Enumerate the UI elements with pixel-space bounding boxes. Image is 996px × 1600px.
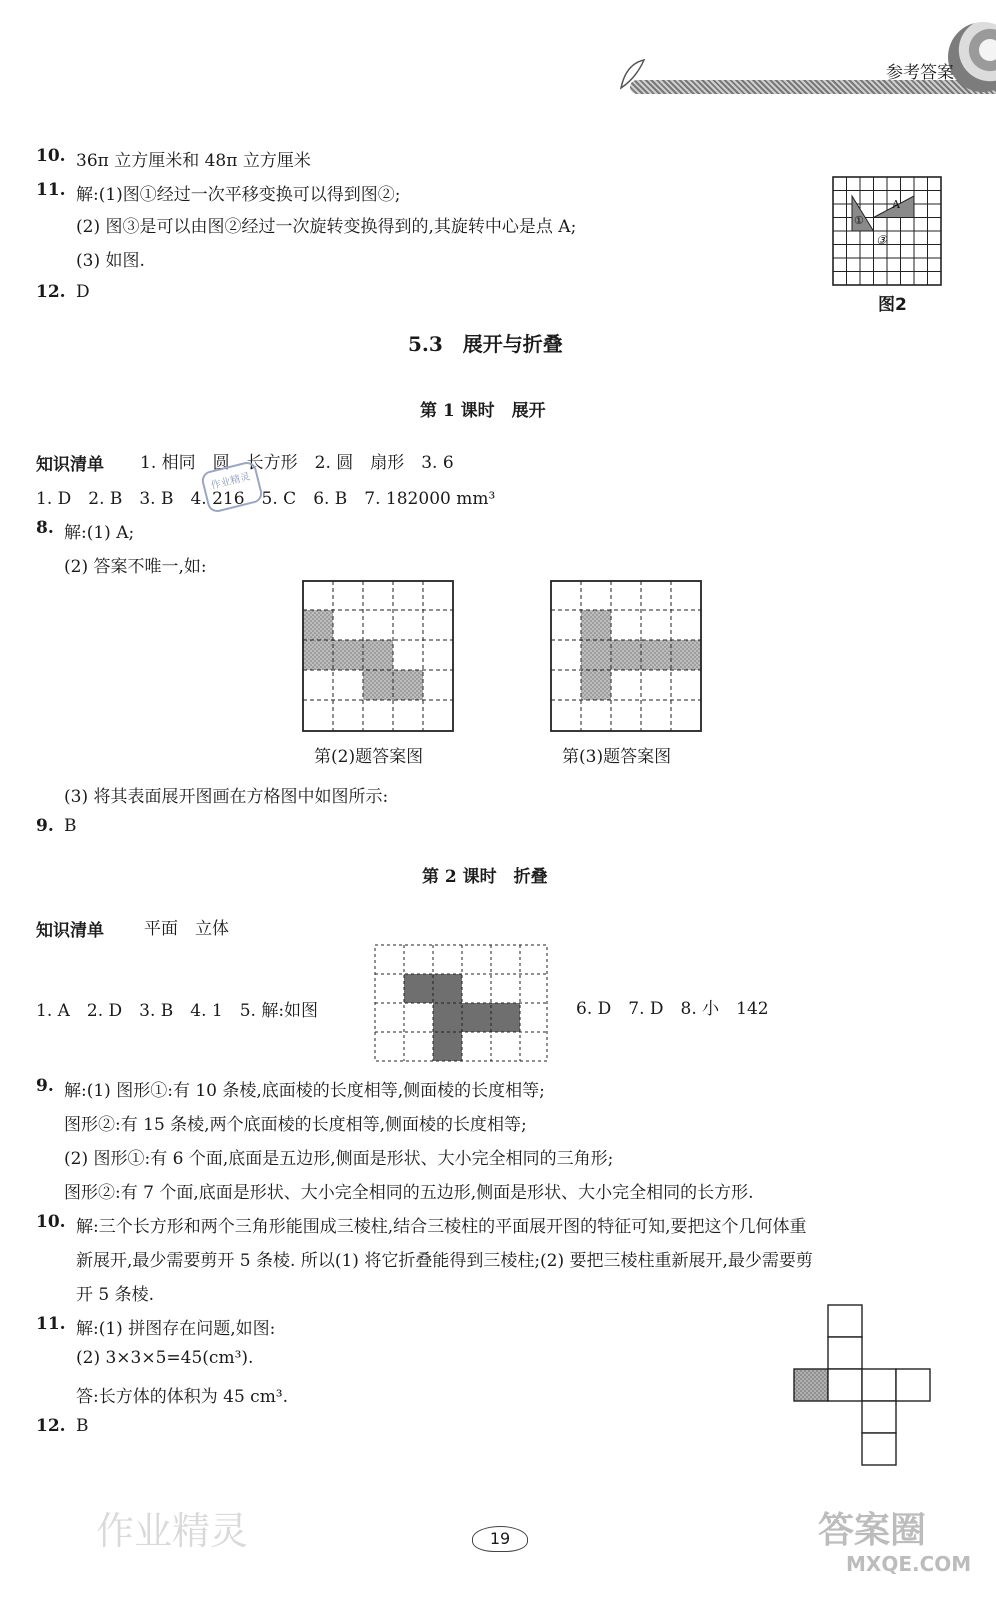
lesson2-title: 第 2 课时 折叠 [422, 867, 548, 887]
lesson1-q8-number: 8. [36, 518, 54, 538]
lesson2-q10-line2: 新展开,最少需要剪开 5 条棱. 所以(1) 将它折叠能得到三棱柱;(2) 要把三棱柱重新展开,最少需要剪 [76, 1251, 813, 1271]
lesson2-knowledge-label: 知识清单 [36, 921, 104, 941]
lesson2-q11-line3: 答:长方体的体积为 45 cm³. [76, 1387, 289, 1407]
q12-answer: D [76, 282, 90, 302]
lesson1-q8-line2: (2) 答案不唯一,如: [64, 557, 207, 577]
q11-number: 11. [36, 180, 66, 200]
q5-unfold-grid [374, 944, 548, 1062]
lesson1-q9-number: 9. [36, 816, 54, 836]
lesson1-knowledge-label: 知识清单 [36, 455, 104, 475]
figure-2-caption: 图2 [878, 295, 907, 315]
q3-answer-grid [550, 580, 702, 732]
lesson2-q10-line1: 解:三个长方形和两个三角形能围成三棱柱,结合三棱柱的平面展开图的特征可知,要把这个几何体重 [76, 1217, 807, 1237]
lesson2-q11-line2: (2) 3×3×5=45(cm³). [76, 1348, 254, 1368]
lesson2-answers-left: 1. A 2. D 3. B 4. 1 5. 解:如图 [36, 1001, 319, 1021]
lesson1-q8-line1: 解:(1) A; [64, 523, 135, 543]
footer-logo-text: 答案圈 [818, 1510, 927, 1551]
lesson1-title: 第 1 课时 展开 [420, 401, 546, 421]
header-title: 参考答案 [886, 63, 954, 83]
section-title: 5.3 展开与折叠 [408, 332, 563, 356]
lesson1-answers: 1. D 2. B 3. B 4. 216 5. C 6. B 7. 182000 mm³ [36, 489, 496, 509]
q10-answer: 36π 立方厘米和 48π 立方厘米 [76, 151, 311, 171]
q11-line2: (2) 图③是可以由图②经过一次旋转变换得到的,其旋转中心是点 A; [76, 217, 577, 237]
lesson2-knowledge-items: 平面 立体 [144, 919, 229, 939]
lesson1-q9-answer: B [64, 816, 77, 836]
lesson2-q9-line4: 图形②:有 7 个面,底面是形状、大小完全相同的五边形,侧面是形状、大小完全相同的长方形. [64, 1183, 754, 1203]
fig2-label-1: ① [854, 214, 864, 227]
lesson2-q11-number: 11. [36, 1314, 66, 1334]
lesson2-q9-line1: 解:(1) 图形①:有 10 条棱,底面棱的长度相等,侧面棱的长度相等; [64, 1081, 545, 1101]
stamp-text: 作业精灵 [209, 471, 252, 492]
q2-answer-caption: 第(2)题答案图 [314, 747, 424, 767]
q11-line3: (3) 如图. [76, 251, 145, 271]
lesson2-q12-answer: B [76, 1416, 89, 1436]
q11-line1: 解:(1)图①经过一次平移变换可以得到图②; [76, 185, 401, 205]
q2-answer-grid [302, 580, 454, 732]
fig2-label-3: A [892, 198, 900, 211]
footer-logo-url: MXQE.COM [846, 1552, 972, 1576]
lesson1-knowledge-items: 1. 相同 圆 长方形 2. 圆 扇形 3. 6 [140, 453, 454, 473]
lesson2-q9-line2: 图形②:有 15 条棱,两个底面棱的长度相等,侧面棱的长度相等; [64, 1115, 527, 1135]
lesson1-q8-line3: (3) 将其表面展开图画在方格图中如图所示: [64, 787, 389, 807]
lesson2-q12-number: 12. [36, 1416, 66, 1436]
lesson2-q11-line1: 解:(1) 拼图存在问题,如图: [76, 1319, 276, 1339]
header-leaf-ornament [618, 58, 648, 90]
page-number: 19 [472, 1522, 528, 1556]
lesson2-q10-number: 10. [36, 1212, 66, 1232]
fig2-label-a: ③ [876, 233, 887, 247]
lesson2-q10-line3: 开 5 条棱. [76, 1285, 155, 1305]
q10-number: 10. [36, 146, 66, 166]
q12-number: 12. [36, 282, 66, 302]
footer-watermark: 作业精灵 [96, 1509, 249, 1553]
lesson2-q9-line3: (2) 图形①:有 6 个面,底面是五边形,侧面是形状、大小完全相同的三角形; [64, 1149, 614, 1169]
q3-answer-caption: 第(3)题答案图 [562, 747, 672, 767]
lesson2-answers-right: 6. D 7. D 8. 小 142 [576, 999, 769, 1019]
q11-net-figure [790, 1304, 952, 1466]
figure-2-grid [832, 176, 942, 286]
lesson2-q9-number: 9. [36, 1076, 54, 1096]
